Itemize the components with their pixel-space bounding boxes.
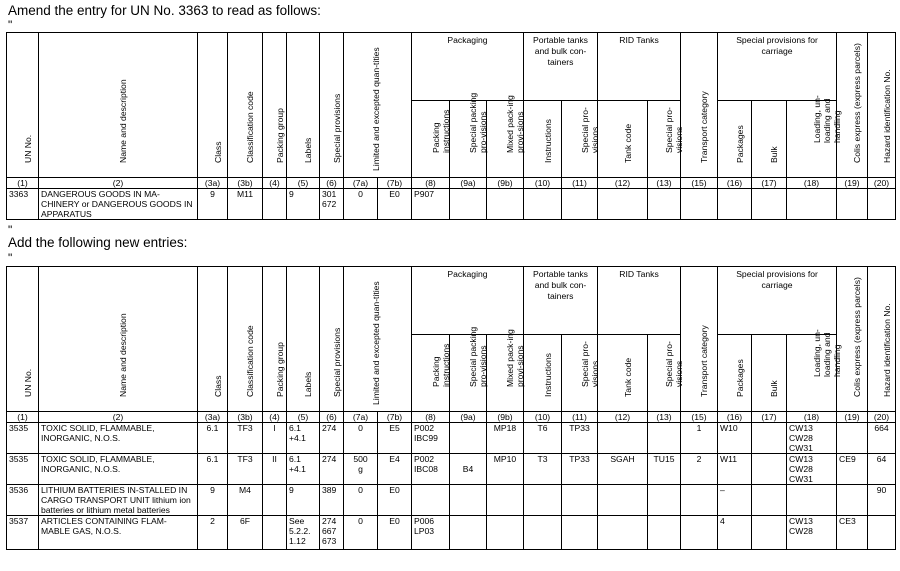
cell-load: CW13 CW28 CW31 bbox=[787, 454, 837, 485]
cell-spp bbox=[450, 189, 487, 220]
cell-ce bbox=[837, 423, 868, 454]
cell-sp: 274 667 673 bbox=[320, 516, 344, 550]
header-packages bbox=[718, 101, 752, 178]
cell-load bbox=[787, 189, 837, 220]
column-number-row bbox=[7, 178, 896, 189]
header-un-no-text: UN No. bbox=[22, 368, 33, 397]
cell-bulk bbox=[752, 454, 787, 485]
header-rid-special-provisions bbox=[648, 335, 684, 412]
header-packages-text: Packages bbox=[734, 125, 745, 163]
header-special-provisions bbox=[320, 267, 344, 412]
header-tank-code bbox=[598, 335, 648, 412]
header-tank-special-provisions-text: Special pro-visions bbox=[579, 107, 600, 153]
cell-mpp bbox=[487, 189, 524, 220]
cell-cls: 6.1 bbox=[198, 454, 228, 485]
cell-tc bbox=[598, 423, 648, 454]
header-special-provisions bbox=[320, 33, 344, 178]
cell-rsp bbox=[648, 423, 681, 454]
table-row bbox=[7, 454, 896, 485]
cell-code: 6F bbox=[228, 516, 263, 550]
cell-spp bbox=[450, 516, 487, 550]
cell-eq: E0 bbox=[378, 485, 412, 516]
column-number: (9a) bbox=[450, 412, 487, 423]
header-limited-excepted-text: Limited and excepted quan-tities bbox=[370, 47, 381, 171]
cell-pi: P002 IBC99 bbox=[412, 423, 450, 454]
header-labels bbox=[287, 267, 320, 412]
header-tank-special-provisions bbox=[562, 335, 598, 412]
column-number: (17) bbox=[752, 412, 787, 423]
cell-name: ARTICLES CONTAINING FLAM-MABLE GAS, N.O.S. bbox=[39, 516, 198, 550]
column-number: (10) bbox=[524, 178, 562, 189]
column-number: (7b) bbox=[378, 412, 412, 423]
header-labels-text: Labels bbox=[303, 371, 313, 397]
header-colis-express-text: Colis express (express parcels) bbox=[852, 43, 863, 163]
header-tank-code-text: Tank code bbox=[622, 123, 633, 163]
cell-mpp: MP18 bbox=[487, 423, 524, 454]
column-number: (9a) bbox=[450, 178, 487, 189]
cell-hin bbox=[868, 189, 896, 220]
cell-eq: E5 bbox=[378, 423, 412, 454]
table-row bbox=[7, 485, 896, 516]
column-number: (6) bbox=[320, 178, 344, 189]
header-tank-instructions-text: Instructions bbox=[542, 119, 553, 163]
header-colis-express-text: Colis express (express parcels) bbox=[852, 277, 863, 397]
column-number: (16) bbox=[718, 412, 752, 423]
column-number: (5) bbox=[287, 412, 320, 423]
cell-sp: 301 672 bbox=[320, 189, 344, 220]
header-classification-code bbox=[228, 33, 263, 178]
column-number: (12) bbox=[598, 178, 648, 189]
column-number-row bbox=[7, 412, 896, 423]
column-number: (1) bbox=[7, 412, 39, 423]
cell-tc bbox=[598, 189, 648, 220]
header-name-text: Name and description bbox=[118, 79, 128, 163]
column-number: (11) bbox=[562, 412, 598, 423]
header-name-text: Name and description bbox=[118, 313, 128, 397]
cell-pg bbox=[263, 189, 287, 220]
header-rid-special-provisions bbox=[648, 101, 684, 178]
cell-ce: CE3 bbox=[837, 516, 868, 550]
column-number: (15) bbox=[681, 178, 718, 189]
column-number: (6) bbox=[320, 412, 344, 423]
open-quote-2: " bbox=[8, 251, 13, 265]
header-rid-special-provisions-text: Special pro-visions bbox=[664, 341, 684, 387]
header-class bbox=[198, 33, 228, 178]
cell-name: LITHIUM BATTERIES IN-STALLED IN CARGO TRANSPORT UNIT lithium ion batteries or lithium metal batteries bbox=[39, 485, 198, 516]
column-number: (10) bbox=[524, 412, 562, 423]
cell-ti: T3 bbox=[524, 454, 562, 485]
cell-rsp bbox=[648, 189, 681, 220]
cell-name: TOXIC SOLID, FLAMMABLE, INORGANIC, N.O.S. bbox=[39, 454, 198, 485]
header-un-no-text: UN No. bbox=[22, 134, 33, 163]
header-special-packing bbox=[450, 92, 488, 178]
header-hazard-id-text: Hazard identification No. bbox=[881, 69, 892, 163]
header-packing-group-text: Packing group bbox=[274, 108, 285, 163]
header-loading-text: Loading, un-loading and handling bbox=[811, 329, 842, 377]
header-portable-tanks: Portable tanks and bulk con-tainers bbox=[524, 267, 598, 335]
cell-hin bbox=[868, 516, 896, 550]
header-packing-instructions bbox=[412, 101, 450, 178]
column-number: (20) bbox=[868, 412, 896, 423]
cell-un: 3363 bbox=[7, 189, 39, 220]
cell-ce: CE9 bbox=[837, 454, 868, 485]
header-rid-special-provisions-text: Special pro-visions bbox=[664, 107, 684, 153]
header-tank-instructions bbox=[524, 101, 562, 178]
cell-tc: SGAH bbox=[598, 454, 648, 485]
column-number: (8) bbox=[412, 412, 450, 423]
cell-tsp bbox=[562, 516, 598, 550]
header-tank-special-provisions bbox=[562, 101, 598, 178]
header-tank-code bbox=[598, 101, 648, 178]
header-rid-tanks: RID Tanks bbox=[598, 33, 681, 101]
cell-bulk bbox=[752, 423, 787, 454]
cell-bulk bbox=[752, 485, 787, 516]
cell-tc bbox=[598, 485, 648, 516]
cell-ti: T6 bbox=[524, 423, 562, 454]
cell-pg: II bbox=[263, 454, 287, 485]
header-packing-group bbox=[263, 33, 287, 178]
cell-pkg: 4 bbox=[718, 516, 752, 550]
cell-sp: 274 bbox=[320, 423, 344, 454]
cell-cat: 2 bbox=[681, 454, 718, 485]
column-number: (4) bbox=[263, 178, 287, 189]
cell-rsp: TU15 bbox=[648, 454, 681, 485]
header-special-packing-text: Special packing pro-visions bbox=[468, 326, 488, 387]
header-hazard-id bbox=[868, 267, 896, 412]
cell-pi bbox=[412, 485, 450, 516]
header-packing-instructions-text: Packing instructions bbox=[430, 109, 451, 153]
cell-eq: E4 bbox=[378, 454, 412, 485]
cell-labels: See 5.2.2. 1.12 bbox=[287, 516, 320, 550]
column-number: (19) bbox=[837, 412, 868, 423]
column-number: (1) bbox=[7, 178, 39, 189]
cell-pkg: W11 bbox=[718, 454, 752, 485]
cell-ce bbox=[837, 485, 868, 516]
column-number: (17) bbox=[752, 178, 787, 189]
column-number: (9b) bbox=[487, 178, 524, 189]
column-number: (12) bbox=[598, 412, 648, 423]
column-number: (4) bbox=[263, 412, 287, 423]
column-number: (8) bbox=[412, 178, 450, 189]
column-number: (7a) bbox=[344, 178, 378, 189]
header-packing-instructions bbox=[412, 335, 450, 412]
cell-pi: P907 bbox=[412, 189, 450, 220]
add-instruction: Add the following new entries: bbox=[8, 235, 188, 250]
new-entries-table bbox=[6, 266, 896, 550]
header-tank-special-provisions-text: Special pro-visions bbox=[579, 341, 600, 387]
header-un-no bbox=[7, 267, 39, 412]
header-bulk-text: Bulk bbox=[769, 380, 780, 397]
header-loading-text: Loading, un-loading and handling bbox=[811, 95, 842, 143]
column-number: (7a) bbox=[344, 412, 378, 423]
cell-pg bbox=[263, 516, 287, 550]
cell-ti bbox=[524, 189, 562, 220]
cell-lq: 0 bbox=[344, 189, 378, 220]
header-special-provisions-text: Special provisions bbox=[331, 327, 342, 397]
cell-spp bbox=[450, 423, 487, 454]
column-number: (16) bbox=[718, 178, 752, 189]
cell-pg bbox=[263, 485, 287, 516]
header-class-text: Class bbox=[212, 375, 223, 397]
cell-mpp: MP10 bbox=[487, 454, 524, 485]
header-tank-instructions bbox=[524, 335, 562, 412]
header-class bbox=[198, 267, 228, 412]
header-special-provisions-text: Special provisions bbox=[331, 93, 342, 163]
header-limited-excepted-text: Limited and excepted quan-tities bbox=[370, 281, 381, 405]
cell-pi: P002 IBC08 bbox=[412, 454, 450, 485]
cell-ti bbox=[524, 516, 562, 550]
cell-labels: 6.1 +4.1 bbox=[287, 423, 320, 454]
cell-pkg: W10 bbox=[718, 423, 752, 454]
column-number: (3a) bbox=[198, 412, 228, 423]
cell-load: CW13 CW28 CW31 bbox=[787, 423, 837, 454]
header-tank-instructions-text: Instructions bbox=[542, 353, 553, 397]
header-bulk bbox=[752, 335, 787, 412]
header-name bbox=[39, 33, 198, 178]
header-transport-category bbox=[681, 267, 718, 412]
header-classification-code-text: Classification code bbox=[245, 91, 255, 163]
cell-ce bbox=[837, 189, 868, 220]
cell-pkg bbox=[718, 189, 752, 220]
cell-un: 3535 bbox=[7, 423, 39, 454]
cell-pkg: – bbox=[718, 485, 752, 516]
cell-cat: 1 bbox=[681, 423, 718, 454]
cell-name: TOXIC SOLID, FLAMMABLE, INORGANIC, N.O.S. bbox=[39, 423, 198, 454]
cell-lq: 500 g bbox=[344, 454, 378, 485]
column-number: (15) bbox=[681, 412, 718, 423]
column-number: (2) bbox=[39, 178, 198, 189]
header-limited-excepted bbox=[344, 33, 412, 178]
table-row bbox=[7, 423, 896, 454]
header-transport-category bbox=[681, 33, 718, 178]
cell-name: DANGEROUS GOODS IN MA-CHINERY or DANGEROUS GOODS IN APPARATUS bbox=[39, 189, 198, 220]
header-packaging: Packaging bbox=[412, 267, 524, 335]
header-special-packing bbox=[450, 326, 488, 412]
amend-instruction: Amend the entry for UN No. 3363 to read as follows: bbox=[8, 3, 321, 18]
cell-mpp bbox=[487, 485, 524, 516]
cell-tsp bbox=[562, 485, 598, 516]
header-un-no bbox=[7, 33, 39, 178]
column-number: (3b) bbox=[228, 412, 263, 423]
header-special-carriage: Special provisions for carriage bbox=[718, 33, 837, 101]
header-portable-tanks: Portable tanks and bulk con-tainers bbox=[524, 33, 598, 101]
header-tank-code-text: Tank code bbox=[622, 357, 633, 397]
cell-cls: 9 bbox=[198, 485, 228, 516]
table-row bbox=[7, 516, 896, 550]
header-mixed-packing bbox=[487, 95, 525, 178]
column-number: (5) bbox=[287, 178, 320, 189]
cell-code: M11 bbox=[228, 189, 263, 220]
cell-hin: 64 bbox=[868, 454, 896, 485]
cell-tsp: TP33 bbox=[562, 454, 598, 485]
cell-cls: 6.1 bbox=[198, 423, 228, 454]
cell-tsp bbox=[562, 189, 598, 220]
cell-labels: 9 bbox=[287, 485, 320, 516]
header-packages bbox=[718, 335, 752, 412]
column-number: (20) bbox=[868, 178, 896, 189]
header-hazard-id-text: Hazard identification No. bbox=[881, 303, 892, 397]
cell-eq: E0 bbox=[378, 516, 412, 550]
header-class-text: Class bbox=[212, 141, 223, 163]
header-loading bbox=[787, 95, 842, 178]
cell-lq: 0 bbox=[344, 485, 378, 516]
header-packages-text: Packages bbox=[734, 359, 745, 397]
cell-un: 3537 bbox=[7, 516, 39, 550]
column-number: (7b) bbox=[378, 178, 412, 189]
cell-sp: 389 bbox=[320, 485, 344, 516]
header-bulk bbox=[752, 101, 787, 178]
header-mixed-packing bbox=[487, 329, 525, 412]
cell-un: 3536 bbox=[7, 485, 39, 516]
cell-eq: E0 bbox=[378, 189, 412, 220]
cell-lq: 0 bbox=[344, 423, 378, 454]
header-special-packing-text: Special packing pro-visions bbox=[468, 92, 488, 153]
cell-code: TF3 bbox=[228, 454, 263, 485]
cell-tc bbox=[598, 516, 648, 550]
cell-code: M4 bbox=[228, 485, 263, 516]
header-loading bbox=[787, 329, 842, 412]
cell-load bbox=[787, 485, 837, 516]
header-rid-tanks: RID Tanks bbox=[598, 267, 681, 335]
header-packaging: Packaging bbox=[412, 33, 524, 101]
header-transport-category-text: Transport category bbox=[699, 325, 710, 397]
column-number: (9b) bbox=[487, 412, 524, 423]
cell-cat bbox=[681, 485, 718, 516]
column-number: (19) bbox=[837, 178, 868, 189]
column-number: (13) bbox=[648, 178, 681, 189]
cell-hin: 664 bbox=[868, 423, 896, 454]
header-bulk-text: Bulk bbox=[769, 146, 780, 163]
cell-cat bbox=[681, 189, 718, 220]
header-transport-category-text: Transport category bbox=[699, 91, 710, 163]
cell-tsp: TP33 bbox=[562, 423, 598, 454]
header-packing-group-text: Packing group bbox=[274, 342, 285, 397]
cell-pg: I bbox=[263, 423, 287, 454]
header-labels bbox=[287, 33, 320, 178]
cell-cls: 9 bbox=[198, 189, 228, 220]
column-number: (3b) bbox=[228, 178, 263, 189]
cell-labels: 9 bbox=[287, 189, 320, 220]
table-row bbox=[7, 189, 896, 220]
header-special-carriage: Special provisions for carriage bbox=[718, 267, 837, 335]
column-number: (3a) bbox=[198, 178, 228, 189]
header-packing-instructions-text: Packing instructions bbox=[430, 343, 451, 387]
cell-labels: 6.1 +4.1 bbox=[287, 454, 320, 485]
header-mixed-packing-text: Mixed pack-ing provi-sions bbox=[505, 329, 525, 387]
cell-cat bbox=[681, 516, 718, 550]
cell-spp: B4 bbox=[450, 454, 487, 485]
cell-spp bbox=[450, 485, 487, 516]
header-labels-text: Labels bbox=[303, 137, 313, 163]
header-packing-group bbox=[263, 267, 287, 412]
cell-rsp bbox=[648, 516, 681, 550]
cell-ti bbox=[524, 485, 562, 516]
column-number: (13) bbox=[648, 412, 681, 423]
column-number: (18) bbox=[787, 412, 837, 423]
cell-pi: P006 LP03 bbox=[412, 516, 450, 550]
cell-hin: 90 bbox=[868, 485, 896, 516]
header-name bbox=[39, 267, 198, 412]
close-quote: " bbox=[8, 223, 13, 237]
cell-lq: 0 bbox=[344, 516, 378, 550]
header-classification-code bbox=[228, 267, 263, 412]
cell-sp: 274 bbox=[320, 454, 344, 485]
cell-bulk bbox=[752, 189, 787, 220]
cell-un: 3535 bbox=[7, 454, 39, 485]
header-mixed-packing-text: Mixed pack-ing provi-sions bbox=[505, 95, 525, 153]
column-number: (2) bbox=[39, 412, 198, 423]
column-number: (18) bbox=[787, 178, 837, 189]
header-classification-code-text: Classification code bbox=[245, 325, 255, 397]
header-limited-excepted bbox=[344, 267, 412, 412]
cell-bulk bbox=[752, 516, 787, 550]
header-hazard-id bbox=[868, 33, 896, 178]
column-number: (11) bbox=[562, 178, 598, 189]
cell-cls: 2 bbox=[198, 516, 228, 550]
open-quote: " bbox=[8, 18, 13, 32]
cell-rsp bbox=[648, 485, 681, 516]
cell-mpp bbox=[487, 516, 524, 550]
cell-load: CW13 CW28 bbox=[787, 516, 837, 550]
cell-code: TF3 bbox=[228, 423, 263, 454]
amend-table bbox=[6, 32, 896, 220]
